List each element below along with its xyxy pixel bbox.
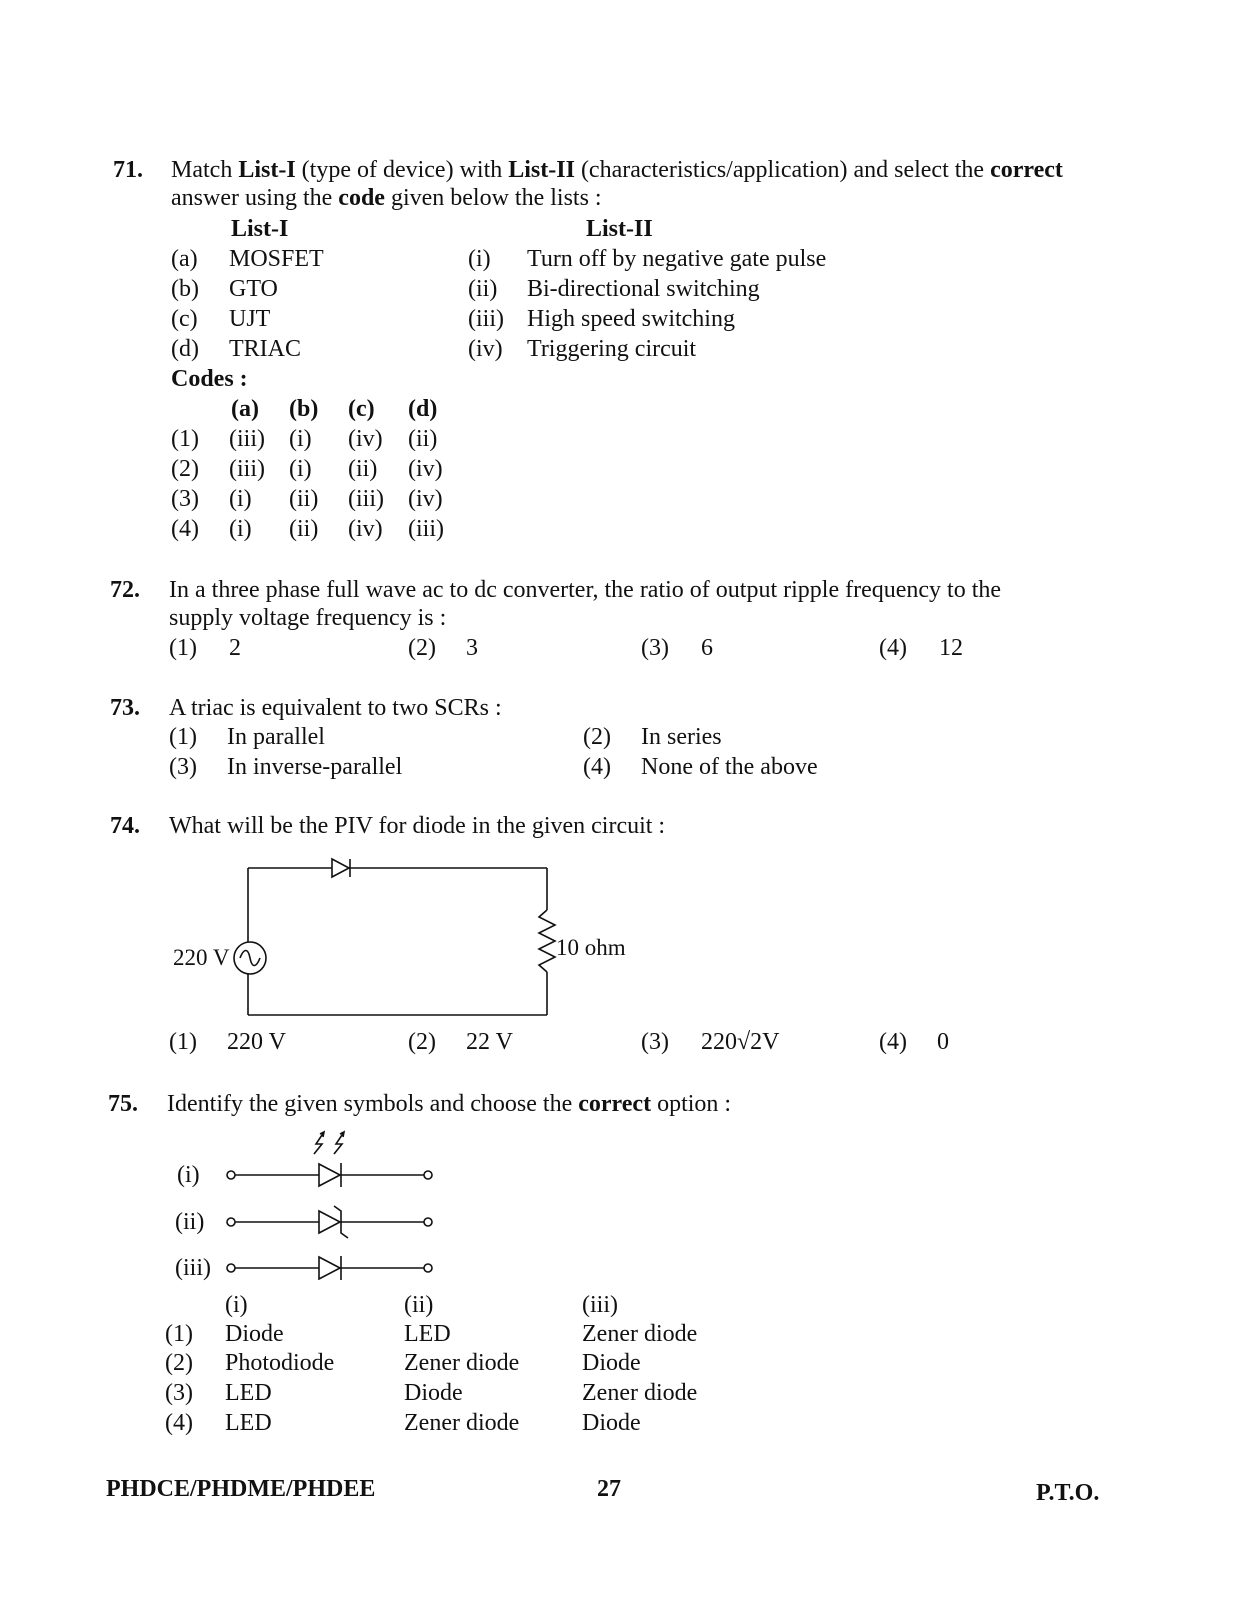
option-key: (2) xyxy=(165,1350,193,1376)
list1-item: MOSFET xyxy=(229,246,324,272)
option-key: (4) xyxy=(583,754,611,780)
question-stem-line2: supply voltage frequency is : xyxy=(169,605,447,631)
question-number: 73. xyxy=(110,695,140,721)
code-header: (c) xyxy=(348,396,375,422)
option-key: (4) xyxy=(879,1029,907,1055)
ac-source-symbol xyxy=(234,942,266,974)
code-value: (iv) xyxy=(348,426,383,452)
code-header: (b) xyxy=(289,396,319,422)
question-stem-line2: answer using the code given below the lists : xyxy=(171,185,602,211)
question-number: 74. xyxy=(110,813,140,839)
code-value: (iii) xyxy=(408,516,444,542)
option-value: LED xyxy=(404,1321,451,1347)
code-header: (d) xyxy=(408,396,438,422)
list2-key: (ii) xyxy=(468,276,498,302)
codes-label: Codes : xyxy=(171,366,248,392)
option-key: (4) xyxy=(879,635,907,661)
resistor-symbol xyxy=(539,910,555,972)
option-key: (1) xyxy=(169,1029,197,1055)
list1-key: (b) xyxy=(171,276,199,302)
code-value: (i) xyxy=(289,426,312,452)
list2-key: (iii) xyxy=(468,306,504,332)
option-key: (4) xyxy=(165,1410,193,1436)
pto-label: P.T.O. xyxy=(1036,1480,1100,1506)
option-value: Zener diode xyxy=(582,1321,698,1347)
code-value: (i) xyxy=(229,516,252,542)
question-number: 75. xyxy=(108,1091,138,1117)
option-key: (3) xyxy=(641,1029,669,1055)
list1-item: GTO xyxy=(229,276,278,302)
question-number: 71. xyxy=(113,157,143,183)
option-value: Diode xyxy=(582,1350,641,1376)
code-value: (iv) xyxy=(408,456,443,482)
list2-key: (i) xyxy=(468,246,491,272)
code-value: (i) xyxy=(289,456,312,482)
symbols-diagram xyxy=(220,1120,440,1280)
option-key: (1) xyxy=(165,1321,193,1347)
option-text: 22 V xyxy=(466,1029,513,1055)
question-stem-line1: In a three phase full wave ac to dc converter, the ratio of output ripple frequency to the xyxy=(169,577,1002,603)
option-text: 6 xyxy=(701,635,713,661)
diode-symbol xyxy=(332,859,350,877)
page-number: 27 xyxy=(597,1476,621,1502)
code-value: (iii) xyxy=(348,486,384,512)
option-key: (3) xyxy=(641,635,669,661)
option-text: None of the above xyxy=(641,754,818,780)
option-key: (3) xyxy=(165,1380,193,1406)
code-option: (3) xyxy=(171,486,199,512)
option-key: (3) xyxy=(169,754,197,780)
list2-item: High speed switching xyxy=(527,306,735,332)
column-header: (iii) xyxy=(582,1292,618,1318)
option-value: LED xyxy=(225,1380,272,1406)
question-stem-line1: Match List-I (type of device) with List-II (characteristics/application) and select the correct xyxy=(171,157,1063,183)
question-stem: What will be the PIV for diode in the given circuit : xyxy=(169,813,666,839)
code-value: (iv) xyxy=(348,516,383,542)
code-option: (4) xyxy=(171,516,199,542)
option-text: 2 xyxy=(229,635,241,661)
option-text: 220√2V xyxy=(701,1029,780,1055)
option-key: (2) xyxy=(408,1029,436,1055)
question-number: 72. xyxy=(110,577,140,603)
question-stem: A triac is equivalent to two SCRs : xyxy=(169,695,502,721)
code-value: (iv) xyxy=(408,486,443,512)
code-option: (1) xyxy=(171,426,199,452)
list2-header: List-II xyxy=(586,216,653,242)
option-value: Zener diode xyxy=(404,1350,520,1376)
option-value: Diode xyxy=(404,1380,463,1406)
code-value: (i) xyxy=(229,486,252,512)
option-value: Diode xyxy=(582,1410,641,1436)
list2-item: Triggering circuit xyxy=(527,336,697,362)
list1-header: List-I xyxy=(231,216,289,242)
symbol-label: (ii) xyxy=(175,1209,205,1235)
code-value: (ii) xyxy=(348,456,378,482)
option-text: 0 xyxy=(937,1029,949,1055)
list1-item: UJT xyxy=(229,306,271,332)
code-value: (ii) xyxy=(289,486,319,512)
code-option: (2) xyxy=(171,456,199,482)
code-value: (iii) xyxy=(229,426,265,452)
code-value: (iii) xyxy=(229,456,265,482)
option-text: 220 V xyxy=(227,1029,286,1055)
list1-item: TRIAC xyxy=(229,336,301,362)
paper-code: PHDCE/PHDME/PHDEE xyxy=(106,1476,376,1502)
list2-item: Turn off by negative gate pulse xyxy=(527,246,827,272)
column-header: (ii) xyxy=(404,1292,434,1318)
option-text: In series xyxy=(641,724,722,750)
option-value: Diode xyxy=(225,1321,284,1347)
symbol-label: (i) xyxy=(177,1162,200,1188)
option-text: 3 xyxy=(466,635,478,661)
list2-item: Bi-directional switching xyxy=(527,276,760,302)
option-value: Zener diode xyxy=(404,1410,520,1436)
option-value: Photodiode xyxy=(225,1350,335,1376)
option-key: (2) xyxy=(583,724,611,750)
list1-key: (d) xyxy=(171,336,199,362)
column-header: (i) xyxy=(225,1292,248,1318)
load-resistance-label: 10 ohm xyxy=(556,935,626,960)
list1-key: (c) xyxy=(171,306,198,332)
symbol-label: (iii) xyxy=(175,1255,211,1281)
code-value: (ii) xyxy=(289,516,319,542)
option-text: 12 xyxy=(939,635,963,661)
diode-symbol xyxy=(227,1256,432,1280)
option-text: In inverse-parallel xyxy=(227,754,403,780)
list1-key: (a) xyxy=(171,246,198,272)
option-value: Zener diode xyxy=(582,1380,698,1406)
option-value: LED xyxy=(225,1410,272,1436)
list2-key: (iv) xyxy=(468,336,503,362)
code-header: (a) xyxy=(231,396,259,422)
option-text: In parallel xyxy=(227,724,325,750)
zener-diode-symbol xyxy=(227,1206,432,1238)
led-symbol xyxy=(227,1132,432,1187)
source-voltage-label: 220 V xyxy=(173,945,230,970)
question-stem: Identify the given symbols and choose the correct option : xyxy=(167,1091,732,1117)
option-key: (1) xyxy=(169,635,197,661)
code-value: (ii) xyxy=(408,426,438,452)
option-key: (1) xyxy=(169,724,197,750)
option-key: (2) xyxy=(408,635,436,661)
